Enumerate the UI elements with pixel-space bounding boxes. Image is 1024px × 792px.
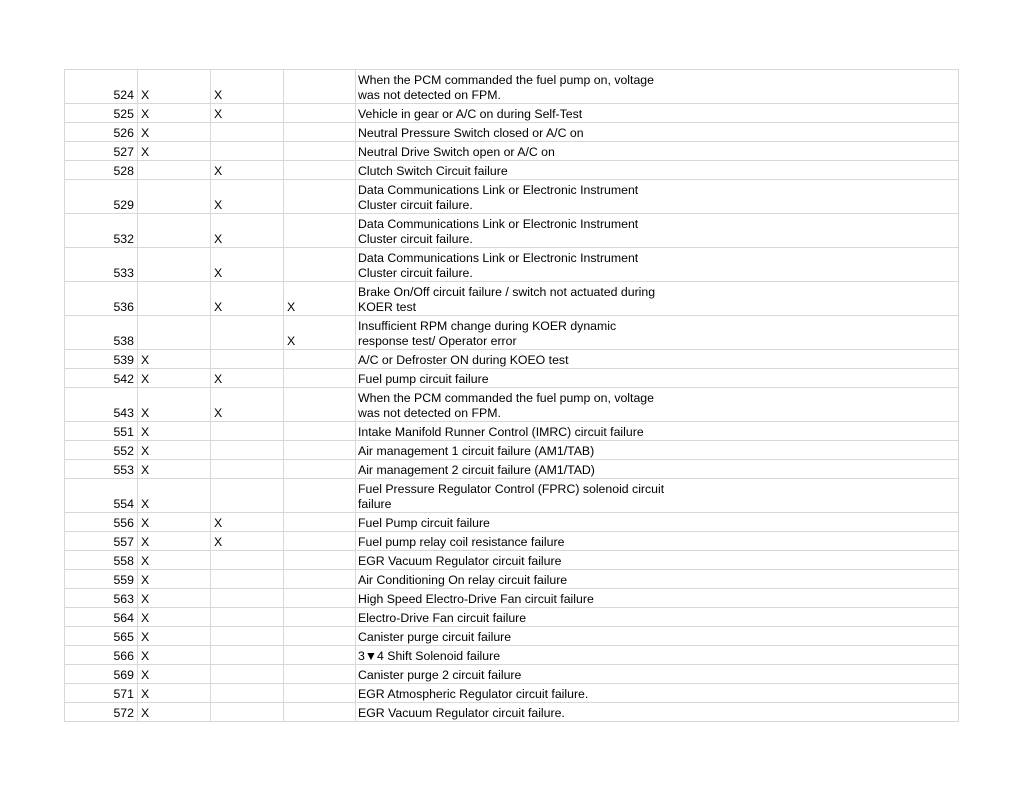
mark-cell-2: X [211, 388, 284, 422]
table-row [65, 142, 959, 161]
code-cell: 572 [65, 703, 138, 722]
mark-cell-3 [284, 161, 356, 180]
mark-cell-3 [284, 142, 356, 161]
mark-cell-1: X [138, 422, 211, 441]
code-cell: 554 [65, 479, 138, 513]
mark-cell-1: X [138, 513, 211, 532]
description-cell: High Speed Electro-Drive Fan circuit failure [356, 589, 959, 608]
code-cell: 564 [65, 608, 138, 627]
mark-cell-2: X [211, 214, 284, 248]
code-cell: 543 [65, 388, 138, 422]
mark-cell-2: X [211, 70, 284, 104]
table-row [65, 161, 959, 180]
mark-cell-2: X [211, 513, 284, 532]
description-cell: Vehicle in gear or A/C on during Self-Test [356, 104, 959, 123]
mark-cell-2: X [211, 180, 284, 214]
mark-cell-3 [284, 570, 356, 589]
mark-cell-1: X [138, 551, 211, 570]
mark-cell-2 [211, 665, 284, 684]
description-cell: Intake Manifold Runner Control (IMRC) circuit failure [356, 422, 959, 441]
mark-cell-1: X [138, 646, 211, 665]
table-row [65, 180, 959, 214]
table-row [65, 608, 959, 627]
table-row [65, 282, 959, 316]
description-cell: Data Communications Link or Electronic Instrument Cluster circuit failure. [356, 214, 959, 248]
mark-cell-3 [284, 350, 356, 369]
mark-cell-1: X [138, 589, 211, 608]
mark-cell-1: X [138, 460, 211, 479]
code-cell: 539 [65, 350, 138, 369]
description-cell: Electro-Drive Fan circuit failure [356, 608, 959, 627]
description-cell: Air management 1 circuit failure (AM1/TAB) [356, 441, 959, 460]
code-cell: 536 [65, 282, 138, 316]
description-cell: Data Communications Link or Electronic Instrument Cluster circuit failure. [356, 248, 959, 282]
table-row [65, 479, 959, 513]
mark-cell-3 [284, 513, 356, 532]
table-row [65, 422, 959, 441]
mark-cell-3 [284, 703, 356, 722]
mark-cell-3 [284, 479, 356, 513]
mark-cell-2 [211, 608, 284, 627]
code-cell: 551 [65, 422, 138, 441]
code-cell: 556 [65, 513, 138, 532]
description-cell: Neutral Drive Switch open or A/C on [356, 142, 959, 161]
mark-cell-2 [211, 703, 284, 722]
table-row [65, 684, 959, 703]
code-cell: 526 [65, 123, 138, 142]
description-cell: Fuel Pump circuit failure [356, 513, 959, 532]
description-cell: 3▼4 Shift Solenoid failure [356, 646, 959, 665]
mark-cell-3 [284, 589, 356, 608]
mark-cell-3 [284, 646, 356, 665]
description-cell: Canister purge circuit failure [356, 627, 959, 646]
table-row [65, 627, 959, 646]
code-cell: 542 [65, 369, 138, 388]
mark-cell-3 [284, 104, 356, 123]
description-cell: Fuel pump relay coil resistance failure [356, 532, 959, 551]
mark-cell-1: X [138, 388, 211, 422]
code-cell: 563 [65, 589, 138, 608]
mark-cell-3 [284, 70, 356, 104]
dtc-table [64, 69, 959, 722]
code-cell: 565 [65, 627, 138, 646]
mark-cell-1: X [138, 703, 211, 722]
mark-cell-3 [284, 684, 356, 703]
code-cell: 566 [65, 646, 138, 665]
mark-cell-1 [138, 282, 211, 316]
table-row [65, 369, 959, 388]
mark-cell-1: X [138, 123, 211, 142]
table-row [65, 513, 959, 532]
mark-cell-1: X [138, 570, 211, 589]
mark-cell-1 [138, 248, 211, 282]
mark-cell-2 [211, 142, 284, 161]
description-cell: Fuel Pressure Regulator Control (FPRC) solenoid circuit failure [356, 479, 959, 513]
mark-cell-2 [211, 589, 284, 608]
table-row [65, 441, 959, 460]
description-cell: Insufficient RPM change during KOER dynamic response test/ Operator error [356, 316, 959, 350]
description-cell: Air Conditioning On relay circuit failure [356, 570, 959, 589]
code-cell: 527 [65, 142, 138, 161]
mark-cell-2 [211, 316, 284, 350]
mark-cell-3: X [284, 316, 356, 350]
mark-cell-1: X [138, 532, 211, 551]
mark-cell-1: X [138, 665, 211, 684]
mark-cell-3 [284, 460, 356, 479]
table-row [65, 70, 959, 104]
description-cell: Data Communications Link or Electronic Instrument Cluster circuit failure. [356, 180, 959, 214]
description-cell: When the PCM commanded the fuel pump on, voltage was not detected on FPM. [356, 388, 959, 422]
description-cell: A/C or Defroster ON during KOEO test [356, 350, 959, 369]
description-cell: Air management 2 circuit failure (AM1/TAD) [356, 460, 959, 479]
mark-cell-2 [211, 646, 284, 665]
table-row [65, 316, 959, 350]
code-cell: 557 [65, 532, 138, 551]
mark-cell-2 [211, 627, 284, 646]
mark-cell-1 [138, 316, 211, 350]
mark-cell-3 [284, 665, 356, 684]
mark-cell-3 [284, 369, 356, 388]
mark-cell-1: X [138, 70, 211, 104]
mark-cell-2 [211, 479, 284, 513]
mark-cell-1: X [138, 350, 211, 369]
description-cell: Canister purge 2 circuit failure [356, 665, 959, 684]
mark-cell-1: X [138, 441, 211, 460]
table-row [65, 214, 959, 248]
mark-cell-2 [211, 551, 284, 570]
mark-cell-3 [284, 180, 356, 214]
code-cell: 553 [65, 460, 138, 479]
mark-cell-3 [284, 532, 356, 551]
table-row [65, 104, 959, 123]
mark-cell-2 [211, 422, 284, 441]
mark-cell-2: X [211, 532, 284, 551]
mark-cell-3 [284, 388, 356, 422]
mark-cell-1: X [138, 479, 211, 513]
mark-cell-3 [284, 441, 356, 460]
code-cell: 571 [65, 684, 138, 703]
mark-cell-2: X [211, 161, 284, 180]
table-row [65, 460, 959, 479]
code-cell: 558 [65, 551, 138, 570]
mark-cell-3 [284, 123, 356, 142]
mark-cell-2 [211, 684, 284, 703]
mark-cell-1: X [138, 142, 211, 161]
table-row [65, 703, 959, 722]
mark-cell-2: X [211, 369, 284, 388]
description-cell: Neutral Pressure Switch closed or A/C on [356, 123, 959, 142]
mark-cell-3 [284, 248, 356, 282]
code-cell: 538 [65, 316, 138, 350]
table-row [65, 589, 959, 608]
table-row [65, 350, 959, 369]
mark-cell-1 [138, 161, 211, 180]
description-cell: EGR Vacuum Regulator circuit failure. [356, 703, 959, 722]
description-cell: Fuel pump circuit failure [356, 369, 959, 388]
table-row [65, 551, 959, 570]
mark-cell-1: X [138, 104, 211, 123]
mark-cell-2 [211, 460, 284, 479]
mark-cell-2: X [211, 104, 284, 123]
mark-cell-1: X [138, 684, 211, 703]
mark-cell-1: X [138, 627, 211, 646]
code-cell: 529 [65, 180, 138, 214]
mark-cell-2: X [211, 282, 284, 316]
mark-cell-1: X [138, 369, 211, 388]
table-row [65, 388, 959, 422]
table-row [65, 646, 959, 665]
table-row [65, 123, 959, 142]
table-row [65, 665, 959, 684]
description-cell: When the PCM commanded the fuel pump on, voltage was not detected on FPM. [356, 70, 959, 104]
mark-cell-1 [138, 180, 211, 214]
code-cell: 525 [65, 104, 138, 123]
mark-cell-3 [284, 627, 356, 646]
mark-cell-3 [284, 551, 356, 570]
dtc-table-body [65, 70, 959, 722]
code-cell: 569 [65, 665, 138, 684]
description-cell: EGR Vacuum Regulator circuit failure [356, 551, 959, 570]
mark-cell-1 [138, 214, 211, 248]
description-cell: Brake On/Off circuit failure / switch not actuated during KOER test [356, 282, 959, 316]
mark-cell-3 [284, 608, 356, 627]
code-cell: 552 [65, 441, 138, 460]
mark-cell-2: X [211, 248, 284, 282]
code-cell: 532 [65, 214, 138, 248]
mark-cell-3: X [284, 282, 356, 316]
code-cell: 524 [65, 70, 138, 104]
description-cell: Clutch Switch Circuit failure [356, 161, 959, 180]
mark-cell-2 [211, 350, 284, 369]
mark-cell-2 [211, 123, 284, 142]
table-row [65, 570, 959, 589]
code-cell: 528 [65, 161, 138, 180]
mark-cell-1: X [138, 608, 211, 627]
mark-cell-2 [211, 570, 284, 589]
mark-cell-2 [211, 441, 284, 460]
mark-cell-3 [284, 422, 356, 441]
code-cell: 533 [65, 248, 138, 282]
table-row [65, 248, 959, 282]
description-cell: EGR Atmospheric Regulator circuit failure. [356, 684, 959, 703]
mark-cell-3 [284, 214, 356, 248]
table-row [65, 532, 959, 551]
code-cell: 559 [65, 570, 138, 589]
